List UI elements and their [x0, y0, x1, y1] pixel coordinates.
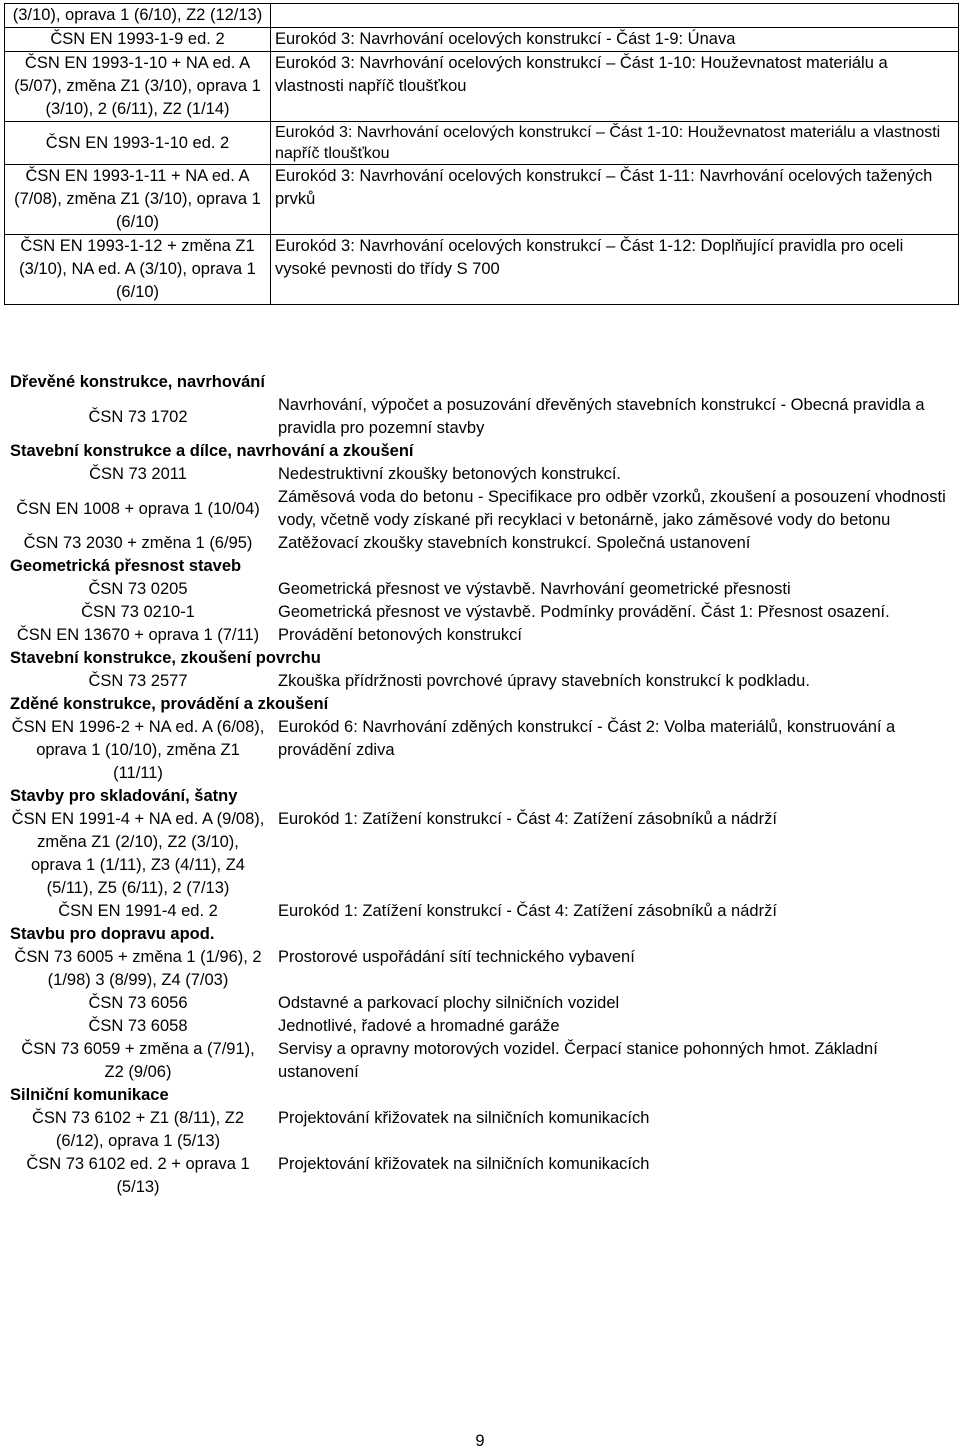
page-number: 9	[475, 1432, 485, 1450]
standard-code: ČSN EN 1991-4 + NA ed. A (9/08), změna Z1 (2/10), Z2 (3/10), oprava 1 (1/11), Z3 (4/11), Z4 (5/11), Z5 (6/11), 2 (7/13)	[11, 810, 265, 897]
list-item	[10, 532, 950, 555]
standard-description: Zkouška přídržnosti povrchové úpravy stavebních konstrukcí k podkladu.	[278, 672, 810, 690]
standard-description: Provádění betonových konstrukcí	[278, 626, 522, 644]
standard-code: ČSN EN 1008 + oprava 1 (10/04)	[16, 499, 260, 518]
standard-description: Nedestruktivní zkoušky betonových konstrukcí.	[278, 465, 621, 483]
list-item	[10, 946, 950, 992]
standard-code: ČSN EN 1991-4 ed. 2	[58, 902, 218, 920]
standard-description: Eurokód 3: Navrhování ocelových konstrukcí – Část 1-10: Houževnatost materiálu a vlastnosti napříč tloušťkou	[271, 52, 959, 122]
standard-code: ČSN EN 13670 + oprava 1 (7/11)	[16, 626, 260, 644]
standard-code: ČSN EN 1996-2 + NA ed. A (6/08), oprava 1 (10/10), změna Z1 (11/11)	[11, 718, 265, 782]
table-row	[5, 235, 959, 305]
list-item	[10, 716, 950, 785]
table-row	[5, 28, 959, 52]
standard-description: Eurokód 3: Navrhování ocelových konstrukcí - Část 1-9: Únava	[271, 28, 959, 52]
section-heading: Geometrická přesnost staveb	[10, 557, 242, 575]
section-heading: Stavbu pro dopravu apod.	[10, 925, 215, 943]
standard-description: Geometrická přesnost ve výstavbě. Navrhování geometrické přesnosti	[278, 580, 791, 598]
standard-code: ČSN EN 1993-1-10 ed. 2	[5, 122, 271, 165]
list-item	[10, 394, 950, 440]
standard-code: ČSN 73 6059 + změna a (7/91), Z2 (9/06)	[21, 1040, 255, 1081]
list-item	[10, 670, 950, 693]
standard-description: Servisy a opravny motorových vozidel. Čerpací stanice pohonných hmot. Základní ustanovení	[278, 1040, 878, 1081]
standard-description: Eurokód 1: Zatížení konstrukcí - Část 4: Zatížení zásobníků a nádrží	[278, 902, 777, 920]
list-item	[10, 1015, 950, 1038]
section-heading: Stavební konstrukce, zkoušení povrchu	[10, 649, 321, 667]
standard-description: Zatěžovací zkoušky stavebních konstrukcí. Společná ustanovení	[278, 534, 751, 552]
standard-code: ČSN 73 2577	[88, 672, 188, 690]
standard-description: Záměsová voda do betonu - Specifikace pro odběr vzorků, zkoušení a posouzení vhodnosti vody, včetně vody získané při recyklaci v betonárně, jako záměsové vody do betonu	[278, 488, 946, 529]
list-item	[10, 486, 950, 532]
standard-code: ČSN 73 6102 + Z1 (8/11), Z2 (6/12), oprava 1 (5/13)	[31, 1109, 244, 1150]
section-heading: Dřevěné konstrukce, navrhování	[10, 373, 265, 391]
standard-code: (3/10), oprava 1 (6/10), Z2 (12/13)	[5, 4, 271, 28]
standard-code: ČSN EN 1993-1-9 ed. 2	[5, 28, 271, 52]
standard-description: Geometrická přesnost ve výstavbě. Podmínky provádění. Část 1: Přesnost osazení.	[278, 603, 890, 621]
standard-code: ČSN 73 6056	[88, 994, 188, 1012]
table-row	[5, 52, 959, 122]
standard-code: ČSN 73 6058	[88, 1017, 188, 1035]
standard-code: ČSN EN 1993-1-10 + NA ed. A (5/07), změna Z1 (3/10), oprava 1 (3/10), 2 (6/11), Z2 (1/14)	[5, 52, 271, 122]
standard-description: Projektování křižovatek na silničních komunikacích	[278, 1155, 650, 1173]
section-heading: Zděné konstrukce, provádění a zkoušení	[10, 695, 329, 713]
standard-code: ČSN 73 0205	[88, 580, 188, 598]
table-row	[5, 4, 959, 28]
standard-code: ČSN EN 1993-1-12 + změna Z1 (3/10), NA ed. A (3/10), oprava 1 (6/10)	[5, 235, 271, 305]
standard-description: Eurokód 1: Zatížení konstrukcí - Část 4: Zatížení zásobníků a nádrží	[278, 810, 777, 828]
list-item	[10, 1107, 950, 1153]
standard-code: ČSN EN 1993-1-11 + NA ed. A (7/08), změna Z1 (3/10), oprava 1 (6/10)	[5, 165, 271, 235]
standard-code: ČSN 73 6102 ed. 2 + oprava 1 (5/13)	[26, 1155, 250, 1196]
standard-code: ČSN 73 6005 + změna 1 (1/96), 2 (1/98) 3 (8/99), Z4 (7/03)	[14, 948, 262, 989]
table-row	[5, 165, 959, 235]
list-item	[10, 808, 950, 900]
standard-description: Projektování křižovatek na silničních komunikacích	[278, 1109, 650, 1127]
section-heading: Stavby pro skladování, šatny	[10, 787, 238, 805]
section-heading: Stavební konstrukce a dílce, navrhování a zkoušení	[10, 442, 414, 460]
list-item	[10, 624, 950, 647]
list-item	[10, 1153, 950, 1199]
standard-code: ČSN 73 2030 + změna 1 (6/95)	[23, 534, 253, 552]
list-item	[10, 992, 950, 1015]
standard-description: Navrhování, výpočet a posuzování dřevěných stavebních konstrukcí - Obecná pravidla a pravidla pro pozemní stavby	[278, 396, 925, 437]
standards-sections	[10, 371, 950, 1199]
list-item	[10, 463, 950, 486]
standard-description: Jednotlivé, řadové a hromadné garáže	[278, 1017, 560, 1035]
list-item	[10, 601, 950, 624]
standard-code: ČSN 73 0210-1	[81, 603, 195, 621]
section-heading: Silniční komunikace	[10, 1086, 169, 1104]
standard-code: ČSN 73 1702	[88, 407, 188, 426]
standard-description: Eurokód 6: Navrhování zděných konstrukcí - Část 2: Volba materiálů, konstruování a provádění zdiva	[278, 718, 896, 759]
standard-description	[271, 4, 959, 28]
standard-description: Prostorové uspořádání sítí technického vybavení	[278, 948, 635, 966]
standard-description: Eurokód 3: Navrhování ocelových konstrukcí – Část 1-10: Houževnatost materiálu a vlastnosti napříč tloušťkou	[271, 122, 959, 165]
standard-description: Odstavné a parkovací plochy silničních vozidel	[278, 994, 620, 1012]
standard-description: Eurokód 3: Navrhování ocelových konstrukcí – Část 1-11: Navrhování ocelových tažených prvků	[271, 165, 959, 235]
list-item	[10, 578, 950, 601]
table-row	[5, 122, 959, 165]
list-item	[10, 900, 950, 923]
standard-code: ČSN 73 2011	[89, 465, 187, 483]
standards-table-top	[4, 3, 959, 305]
list-item	[10, 1038, 950, 1084]
standard-description: Eurokód 3: Navrhování ocelových konstrukcí – Část 1-12: Doplňující pravidla pro oceli vysoké pevnosti do třídy S 700	[271, 235, 959, 305]
